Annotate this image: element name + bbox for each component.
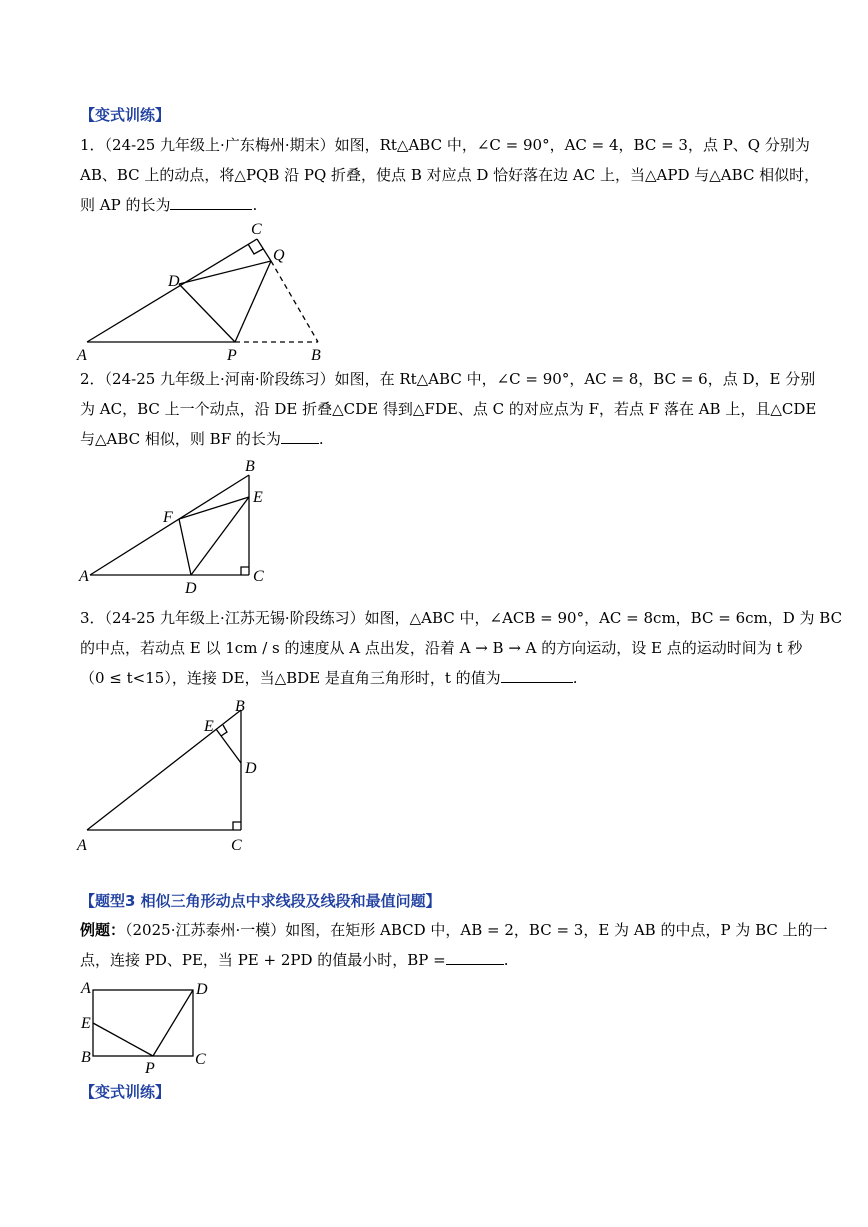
label-Q: Q xyxy=(273,247,285,264)
problem-2-period: . xyxy=(318,430,324,448)
problem-2-question: 与△ABC 相似，则 BF 的长为 xyxy=(80,430,281,448)
label-P: P xyxy=(227,347,237,364)
label-A: A xyxy=(81,980,91,997)
label-F: F xyxy=(163,509,173,526)
label-D: D xyxy=(168,273,180,290)
problem-2-line-3 xyxy=(80,424,800,454)
answer-blank-1 xyxy=(170,193,252,210)
answer-blank-3 xyxy=(501,666,573,683)
segment-PQ xyxy=(235,261,271,342)
label-D: D xyxy=(185,580,197,597)
right-angle-mark-C xyxy=(241,567,249,575)
problem-1-figure xyxy=(75,220,335,365)
label-B: B xyxy=(81,1049,91,1066)
label-C: C xyxy=(195,1051,206,1068)
example-figure xyxy=(75,978,220,1076)
segment-FE xyxy=(179,497,249,519)
problem-3-line-1: 3．（24-25 九年级上·江苏无锡·阶段练习）如图，△ABC 中，∠ACB = 90°，AC = 8cm，BC = 6cm，D 为 BC xyxy=(80,609,843,627)
segment-AC xyxy=(87,239,257,342)
segment-PD xyxy=(153,990,193,1056)
label-E: E xyxy=(204,718,214,735)
right-angle-mark-C xyxy=(233,822,241,830)
segment-DP xyxy=(179,284,235,342)
example-question: 点，连接 PD、PE，当 PE + 2PD 的值最小时，BP = xyxy=(80,951,446,969)
label-A: A xyxy=(77,347,87,364)
problem-3-period: . xyxy=(572,669,578,687)
problem-1-line-2: AB、BC 上的动点，将△PQB 沿 PQ 折叠，使点 B 对应点 D 恰好落在边 AC 上，当△APD 与△ABC 相似时， xyxy=(80,166,820,184)
section-heading-type-3: 【题型3 相似三角形动点中求线段及线段和最值问题】 xyxy=(80,892,441,910)
problem-1-period: . xyxy=(252,196,258,214)
label-E: E xyxy=(253,489,263,506)
segment-DE xyxy=(191,497,249,575)
problem-2-text xyxy=(80,364,817,454)
answer-blank-2 xyxy=(281,427,319,444)
label-C: C xyxy=(231,837,242,854)
problem-3-line-3 xyxy=(80,663,800,693)
answer-blank-example xyxy=(446,948,504,965)
segment-AB xyxy=(87,710,241,830)
example-text xyxy=(80,915,828,975)
problem-3-line-2: 的中点，若动点 E 以 1cm / s 的速度从 A 点出发，沿着 A → B → A 的方向运动，设 E 点的运动时间为 t 秒 xyxy=(80,639,803,657)
segment-DQ xyxy=(179,261,271,284)
example-line-1-text: （2025·江苏泰州·一模）如图，在矩形 ABCD 中，AB = 2，BC = 3，E 为 AB 的中点，P 为 BC 上的一 xyxy=(125,921,828,939)
problem-3-figure xyxy=(75,695,275,855)
problem-1-line-3 xyxy=(80,190,800,220)
label-A: A xyxy=(79,568,89,585)
example-line-1 xyxy=(80,915,828,945)
section-heading-variant-training: 【变式训练】 xyxy=(80,106,171,124)
example-label: 例题： xyxy=(80,921,126,939)
example-line-2 xyxy=(80,945,800,975)
problem-3-text xyxy=(80,603,843,693)
label-D: D xyxy=(196,981,208,998)
right-angle-mark-E xyxy=(221,725,227,736)
label-B: B xyxy=(245,458,255,475)
label-B: B xyxy=(235,698,245,715)
label-B: B xyxy=(311,347,321,364)
label-D: D xyxy=(245,760,257,777)
label-C: C xyxy=(251,221,262,238)
label-C: C xyxy=(253,568,264,585)
rectangle-ABCD xyxy=(93,990,193,1056)
problem-3-question: （0 ≤ t<15），连接 DE，当△BDE 是直角三角形时，t 的值为 xyxy=(80,669,501,687)
section-heading-variant-training-2: 【变式训练】 xyxy=(80,1083,171,1101)
problem-1-question: 则 AP 的长为 xyxy=(80,196,171,214)
problem-2-figure xyxy=(75,455,275,595)
problem-2-line-2: 为 AC，BC 上一个动点，沿 DE 折叠△CDE 得到△FDE、点 C 的对应点为 F，若点 F 落在 AB 上，且△CDE xyxy=(80,400,817,418)
segment-FD xyxy=(179,519,191,575)
problem-2-line-1: 2．（24-25 九年级上·河南·阶段练习）如图，在 Rt△ABC 中，∠C = 90°，AC = 8，BC = 6，点 D，E 分别 xyxy=(80,370,816,388)
segment-CQ xyxy=(257,239,271,261)
problem-1-text xyxy=(80,130,820,220)
problem-1-line-1: 1．（24-25 九年级上·广东梅州·期末）如图，Rt△ABC 中，∠C = 90°，AC = 4，BC = 3，点 P、Q 分别为 xyxy=(80,136,810,154)
segment-EP xyxy=(93,1023,153,1056)
example-period: . xyxy=(503,951,509,969)
segment-ED xyxy=(216,729,241,763)
segment-QB-dashed xyxy=(271,261,318,342)
label-E: E xyxy=(81,1015,91,1032)
label-A: A xyxy=(77,837,87,854)
label-P: P xyxy=(145,1060,155,1077)
